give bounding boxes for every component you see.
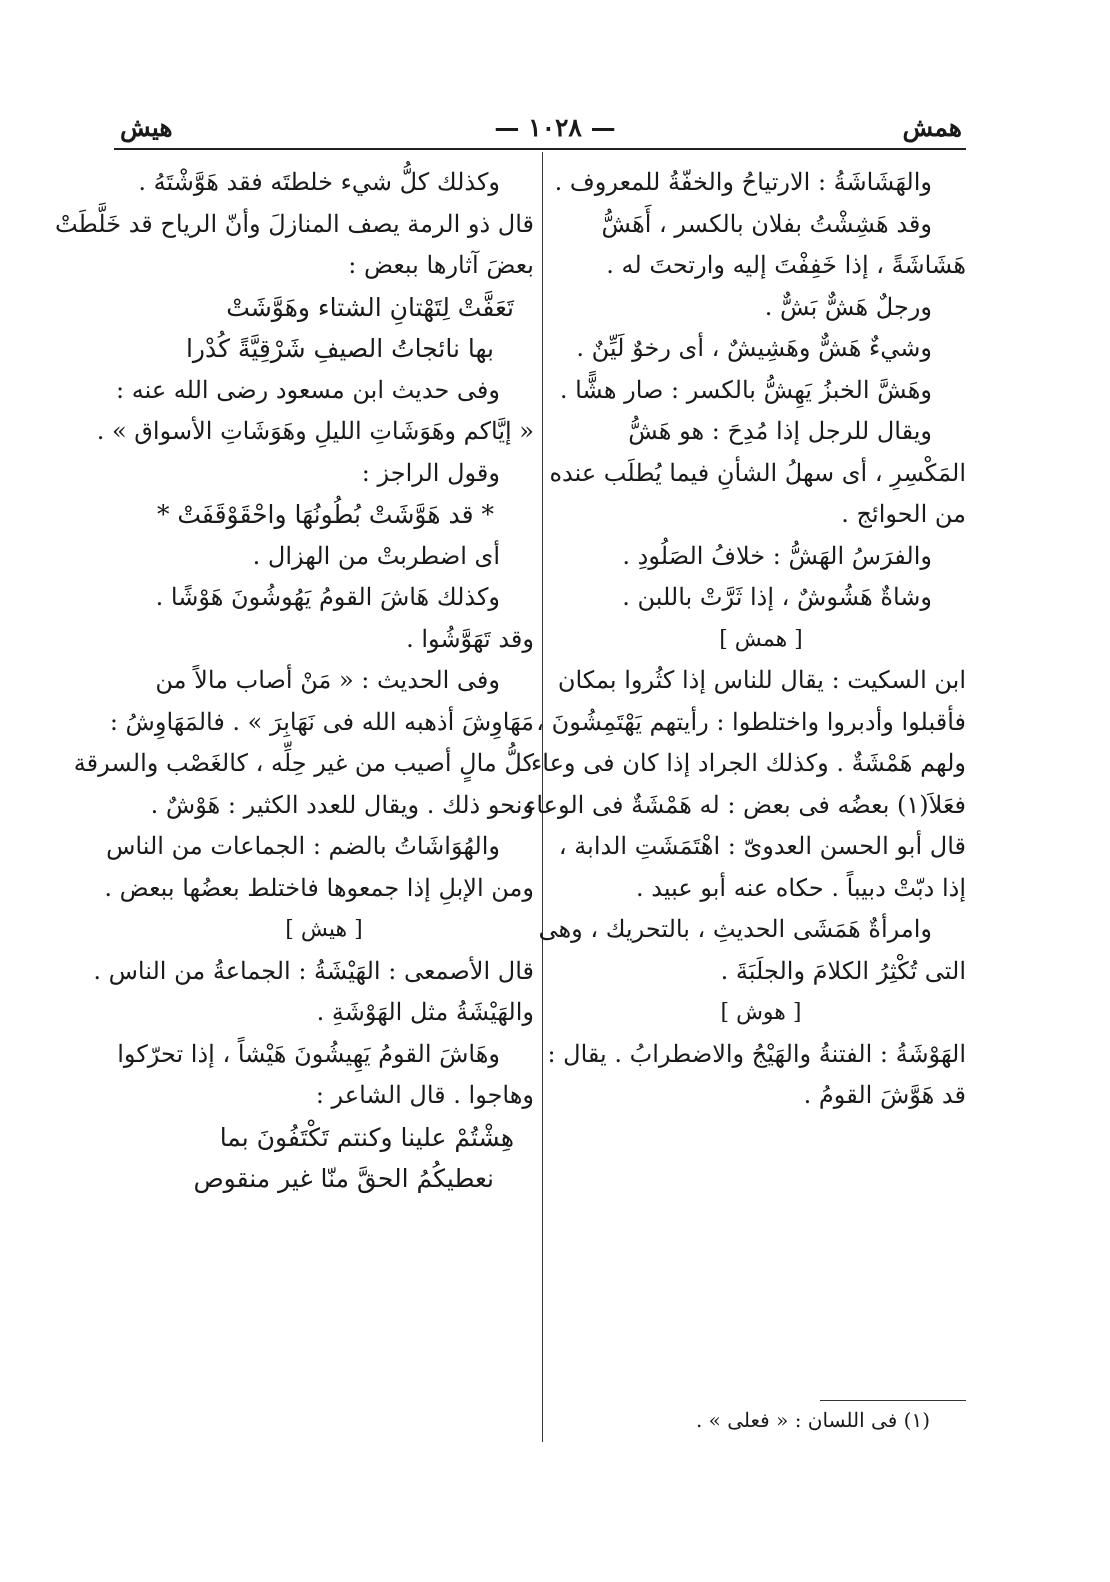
entry-heading: [ هوش ] [720,1000,802,1025]
text-line: المَكْسِرِ ، أى سهلُ الشأنِ فيما يُطلَب عنده [549,458,966,487]
text-line: أى اضطربتْ من الهزال . [252,541,500,570]
text-line: والفرَسُ الهَشُّ : خلافُ الصَلُودِ . [622,541,932,570]
left-column [55,162,534,1200]
text-line: وهَاشَ القومُ يَهِيشُونَ هَيْشاً ، إذا تحرّكوا [117,1039,500,1068]
text-line: قال أبو الحسن العدوىّ : اهْتَمَشَتِ الدابة ، [558,832,966,860]
text-line: ولهم هَمْشَةٌ . وكذلك الجراد إذا كان فى وعاء [531,749,966,777]
text-line: التى تُكْثِرُ الكلامَ والجلَبَةَ . [720,956,966,985]
text-line: بعضَ آثارها ببعض : [348,251,534,279]
text-line: وهَشَّ الخبزُ يَهِشُّ بالكسر : صار هشًّا . [559,375,932,404]
text-line: إذا دبّتْ دبيباً . حكاه عنه أبو عبيد . [636,873,966,902]
text-line: من الحوائج . [841,500,966,528]
entry-heading: [ همش ] [719,626,803,652]
text-line: قال ذو الرمة يصف المنازلَ وأنّ الرياح قد خَلَّطَتْ [55,209,534,238]
text-line: تَعَفَّتْ لِتَهْتانِ الشتاء وهَوَّشَتْ [226,292,514,322]
header-left-word: هيش [120,113,173,142]
text-line: وشيءٌ هَشٌّ وهَشِيشٌ ، أى رخوٌ لَيِّنٌ . [576,334,932,362]
text-line: ويقال للرجل إذا مُدِحَ : هو هَشُّ [628,417,932,445]
text-line: مَهَاوِشَ أذهبه الله فى نَهَابِرَ » . فالمَهَاوِشُ : [109,707,534,736]
header-right-word: همش [902,113,962,142]
text-line: والهُوَاشَاتُ بالضم : الجماعات من الناس [106,832,500,860]
text-line: هِشْتُمْ علينا وكنتم تَكْتَفُونَ بما [219,1122,514,1152]
text-line: هَشَاشَةً ، إذا خَفِفْتَ إليه وارتحتَ له . [606,251,966,279]
footnote: (١) فى اللسان : « فعلى » . [695,1408,930,1432]
text-line: وقد هَشِشْتُ بفلان بالكسر ، أَهَشُّ [601,209,932,238]
text-line: فعَلاَ(١) بعضُه فى بعض : له هَمْشَةٌ فى الوعاء . [509,790,966,819]
entry-heading: [ هيش ] [285,917,363,942]
text-line: قال الأصمعى : الهَيْشَةُ : الجماعةُ من الناس . [93,956,534,985]
text-line: * قد هَوَّشَتْ بُطُونُهَا واحْقَوْقَفَتْ * [156,500,494,529]
text-line: الهَوْشَةُ : الفتنةُ والهَيْجُ والاضطرابُ . يقال : [547,1039,966,1068]
text-line: والهَشَاشَةُ : الارتياحُ والخفّةُ للمعروف . [554,168,932,196]
text-line: وكذلك كلُّ شيء خلطتَه فقد هَوَّشْتَهُ . [138,168,500,196]
text-line: بها نائجاتُ الصيفِ شَرْقِيَّةً كُدْرا [185,334,494,363]
text-line: ورجلٌ هَشٌّ بَشٌّ . [764,292,932,321]
text-line: والهَيْشَةُ مثل الهَوْشَةِ . [316,998,534,1026]
text-line: وامرأةٌ هَمَشَى الحديثِ ، بالتحريك ، وهى [538,915,932,943]
text-line: فأقبلوا وأدبروا واختلطوا : رأيتهم يَهْتَمِشُونَ ، [536,707,966,736]
text-line: وقول الراجز : [361,458,500,487]
text-line: ومن الإبلِ إذا جمعوها فاختلط بعضُها ببعض . [104,873,534,902]
text-line: وفى حديث ابن مسعود رضى الله عنه : [116,375,500,404]
text-line: نعطيكُمُ الحقَّ منّا غير منقوص [193,1164,494,1193]
header-rule [114,148,966,150]
text-line: قد هَوَّشَ القومُ . [803,1081,966,1109]
text-line: وكذلك هَاشَ القومُ يَهُوشُونَ هَوْشًا . [155,583,500,611]
text-line: وقد تَهَوَّشُوا . [406,624,534,653]
text-line: وهاجوا . قال الشاعر : [315,1081,534,1109]
text-line: وشاةٌ هَشُوشٌ ، إذا ثَرَّتْ باللبن . [622,583,932,611]
text-line: « إيَّاكم وهَوَشَاتِ الليلِ وهَوَشَاتِ الأسواق » . [96,417,534,445]
page-number: — ١٠٢٨ — [494,113,616,142]
text-line: وفى الحديث : « مَنْ أصاب مالاً من [155,666,500,694]
text-line: ابن السكيت : يقال للناس إذا كثُروا بمكان [557,666,966,694]
footnote-rule [820,1400,966,1401]
right-column [509,162,966,1117]
text-line: كلُّ مالٍ أصيب من غير حِلِّه ، كالغَصْب والسرقة [73,749,534,777]
text-line: ونحو ذلك . ويقال للعدد الكثير : هَوْشٌ . [150,790,534,819]
